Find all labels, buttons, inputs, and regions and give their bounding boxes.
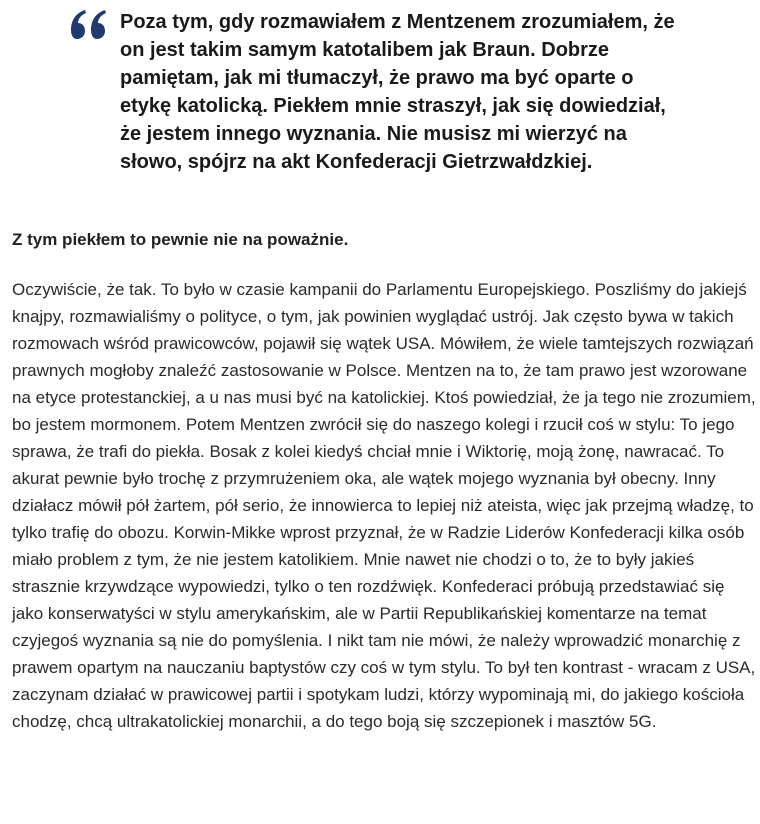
quotation-mark-icon xyxy=(68,6,110,46)
interview-answer: Oczywiście, że tak. To było w czasie kampanii do Parlamentu Europejskiego. Poszliśmy do jakiejś knajpy, rozmawialiśmy o polityce, o tym, jak powinien wyglądać ustrój. Jak często bywa w takich rozmowach wśród prawicowców, pojawił się wątek USA. Mówiłem, że wiele tamtejszych rozwiązań prawnych mogłoby znaleźć zastosowanie w Polsce. Mentzen na to, że tam prawo jest wzorowane na etyce protestanckiej, a u nas musi być na katolickiej. Ktoś powiedział, że ja tego nie zrozumiem, bo jestem mormonem. Potem Mentzen zwrócił się do naszego kolegi i rzucił coś w stylu: To jego sprawa, że trafi do piekła. Bosak z kolei kiedyś chciał mnie i Wiktorię, moją żonę, nawracać. To akurat pewnie było trochę z przymrużeniem oka, ale wątek mojego wyznania był obecny. Inny działacz mówił pół żartem, pół serio, że innowierca to lepiej niż ateista, więc jak przejmą władzę, to tylko trafię do obozu. Korwin-Mikke wprost przyznał, że w Radzie Liderów Konfederacji kilka osób miało problem z tym, że nie jestem katolikiem. Mnie nawet nie chodzi o to, że to były jakieś strasznie krzywdzące wypowiedzi, tylko o ten rozdźwięk. Konfederaci próbują przedstawiać się jako konserwatyści w stylu amerykańskim, ale w Partii Republikańskiej komentarze na temat czyjegoś wyznania są nie do pomyślenia. I nikt tam nie mówi, że należy wprowadzić monarchię z prawem opartym na nauczaniu baptystów czy coś w tym stylu. To był ten kontrast - wracam z USA, zaczynam działać w prawicowej partii i spotykam ludzi, którzy wypominają mi, do jakiego kościoła chodzę, chcą ultrakatolickiej monarchii, a do tego boją się szczepionek i masztów 5G. xyxy=(12,280,756,731)
quote-text: Poza tym, gdy rozmawiałem z Mentzenem zrozumiałem, że on jest takim samym katotalibem jak Braun. Dobrze pamiętam, jak mi tłumaczył, że prawo ma być oparte o etykę katolicką. Piekłem mnie straszył, jak się dowiedział, że jestem innego wyznania. Nie musisz mi wierzyć na słowo, spójrz na akt Konfederacji Gietrzwałdzkiej. xyxy=(120,11,675,173)
interview-question: Z tym piekłem to pewnie nie na poważnie. xyxy=(12,230,349,249)
